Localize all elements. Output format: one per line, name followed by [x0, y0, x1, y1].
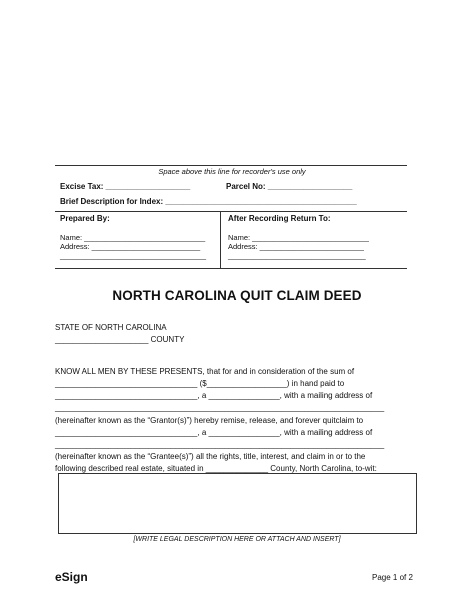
page-number: Page 1 of 2 — [372, 573, 413, 582]
recorder-note: Space above this line for recorder's use only — [158, 167, 306, 176]
legal-description-box[interactable] — [58, 473, 417, 534]
grantee-address-line[interactable]: __________________________________________________________________________ — [55, 440, 385, 449]
legal-description-caption: [WRITE LEGAL DESCRIPTION HERE OR ATTACH AND INSERT] — [133, 536, 341, 543]
brief-description-field[interactable]: Brief Description for Index: ___________________________________________ — [60, 197, 357, 206]
prepared-extra-line[interactable]: ___________________________________ — [60, 251, 206, 260]
state-line: STATE OF NORTH CAROLINA — [55, 323, 167, 332]
header-table-divider — [220, 211, 221, 268]
county-line[interactable]: _____________________ COUNTY — [55, 335, 185, 344]
return-extra-line[interactable]: _________________________________ — [228, 251, 366, 260]
excise-tax-field[interactable]: Excise Tax: ___________________ — [60, 182, 191, 191]
grantor-name-line[interactable]: ________________________________, a ________________, with a mailing address of — [55, 391, 373, 400]
document-title: NORTH CAROLINA QUIT CLAIM DEED — [112, 288, 362, 303]
grantor-address-line[interactable]: __________________________________________________________________________ — [55, 403, 385, 412]
prepared-address-field[interactable]: Address: __________________________ — [60, 242, 201, 251]
real-estate-line[interactable]: following described real estate, situated in ______________ County, North Carolina, to-wit: — [55, 464, 377, 473]
return-to-label: After Recording Return To: — [228, 214, 331, 223]
return-address-field[interactable]: Address: _________________________ — [228, 242, 364, 251]
esign-logo: eSign — [55, 570, 88, 584]
quitclaim-line: (hereinafter known as the “Grantor(s)”) hereby remise, release, and forever quitclaim to — [55, 416, 364, 425]
grantee-name-line[interactable]: ________________________________, a ________________, with a mailing address of — [55, 428, 373, 437]
rights-line: (hereinafter known as the “Grantee(s)”) all the rights, title, interest, and claim in or to the — [55, 452, 366, 461]
prepared-by-label: Prepared By: — [60, 214, 110, 223]
prepared-name-field[interactable]: Name: _____________________________ — [60, 233, 206, 242]
parcel-no-field[interactable]: Parcel No: ___________________ — [226, 182, 353, 191]
recorder-divider — [55, 165, 407, 166]
header-table-bottom — [55, 268, 407, 269]
consideration-line: KNOW ALL MEN BY THESE PRESENTS, that for and in consideration of the sum of — [55, 367, 355, 376]
consideration-amount-line[interactable]: ________________________________ ($__________________) in hand paid to — [55, 379, 345, 388]
header-table-top — [55, 211, 407, 212]
return-name-field[interactable]: Name: ____________________________ — [228, 233, 369, 242]
